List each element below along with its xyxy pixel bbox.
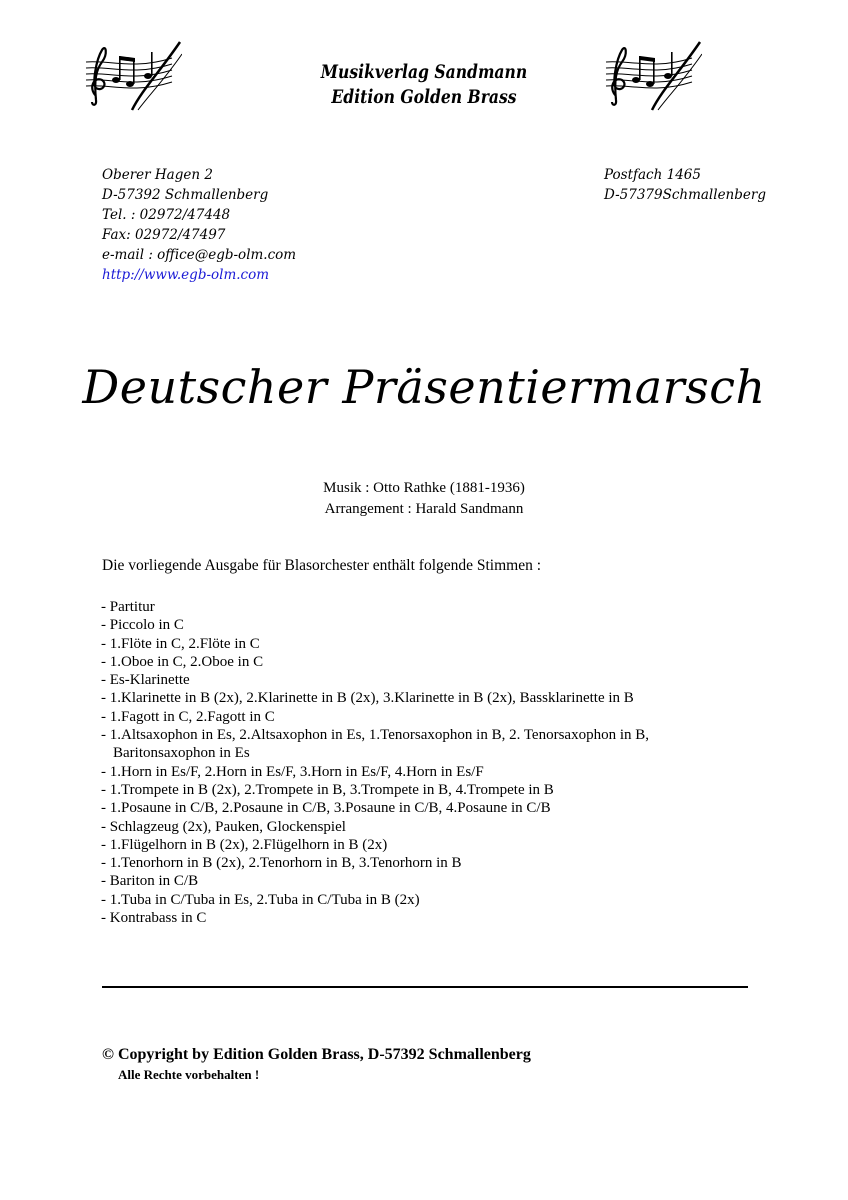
instrumentation-intro: Die vorliegende Ausgabe für Blasorchester enthält folgende Stimmen : <box>102 557 542 574</box>
list-item: - 1.Trompete in B (2x), 2.Trompete in B, 3.Trompete in B, 4.Trompete in B <box>101 781 554 798</box>
address-street: Oberer Hagen 2 <box>102 167 213 183</box>
list-item: - Partitur <box>101 599 155 615</box>
list-item: - 1.Flügelhorn in B (2x), 2.Flügelhorn in B (2x) <box>101 836 388 853</box>
credits <box>0 478 848 520</box>
publisher-edition: Edition Golden Brass <box>331 86 517 108</box>
list-item: - 1.Tuba in C/Tuba in Es, 2.Tuba in C/Tuba in B (2x) <box>101 891 420 908</box>
address-postbox: Postfach 1465 <box>604 167 701 183</box>
parts-list <box>101 598 721 927</box>
address-fax: Fax: 02972/47497 <box>102 227 226 243</box>
list-item: - 1.Horn in Es/F, 2.Horn in Es/F, 3.Horn in Es/F, 4.Horn in Es/F <box>101 763 484 780</box>
list-item: - Kontrabass in C <box>101 910 207 927</box>
address-block-left <box>102 165 296 285</box>
list-item: - 1.Posaune in C/B, 2.Posaune in C/B, 3.Posaune in C/B, 4.Posaune in C/B <box>101 800 551 817</box>
address-email: e-mail : office@egb-olm.com <box>102 247 297 263</box>
copyright-notice: © Copyright by Edition Golden Brass, D-57392 Schmallenberg <box>102 1046 531 1063</box>
list-item: - 1.Oboe in C, 2.Oboe in C <box>101 653 264 670</box>
list-item: - 1.Fagott in C, 2.Fagott in C <box>101 708 275 725</box>
list-item: - 1.Altsaxophon in Es, 2.Altsaxophon in Es, 1.Tenorsaxophon in B, 2. Tenorsaxophon in B, Baritonsaxophon in Es <box>101 727 650 762</box>
list-item: - Bariton in C/B <box>101 873 199 890</box>
list-item: - 1.Tenorhorn in B (2x), 2.Tenorhorn in B, 3.Tenorhorn in B <box>101 855 462 872</box>
list-item: - 1.Flöte in C, 2.Flöte in C <box>101 635 260 652</box>
list-item: - Es-Klarinette <box>101 672 190 689</box>
address-phone: Tel. : 02972/47448 <box>102 207 231 223</box>
rights-notice: Alle Rechte vorbehalten ! <box>118 1067 260 1082</box>
publisher-name: Musikverlag Sandmann <box>320 61 528 83</box>
footer-divider <box>102 986 748 988</box>
arranger-credit: Arrangement : Harald Sandmann <box>324 501 524 517</box>
publisher-header <box>76 60 771 110</box>
address-city: D-57392 Schmallenberg <box>102 187 269 203</box>
composer-credit: Musik : Otto Rathke (1881-1936) <box>323 480 525 496</box>
list-item: - 1.Klarinette in B (2x), 2.Klarinette in B (2x), 3.Klarinette in B (2x), Bassklarinette in B <box>101 690 634 707</box>
address-block-right <box>604 165 766 205</box>
address-postbox-city: D-57379Schmallenberg <box>604 187 766 203</box>
list-item: - Schlagzeug (2x), Pauken, Glockenspiel <box>101 818 346 835</box>
page-title: Deutscher Präsentiermarsch <box>82 360 766 414</box>
website-link[interactable]: http://www.egb-olm.com <box>102 267 270 283</box>
list-item: - Piccolo in C <box>101 617 184 634</box>
